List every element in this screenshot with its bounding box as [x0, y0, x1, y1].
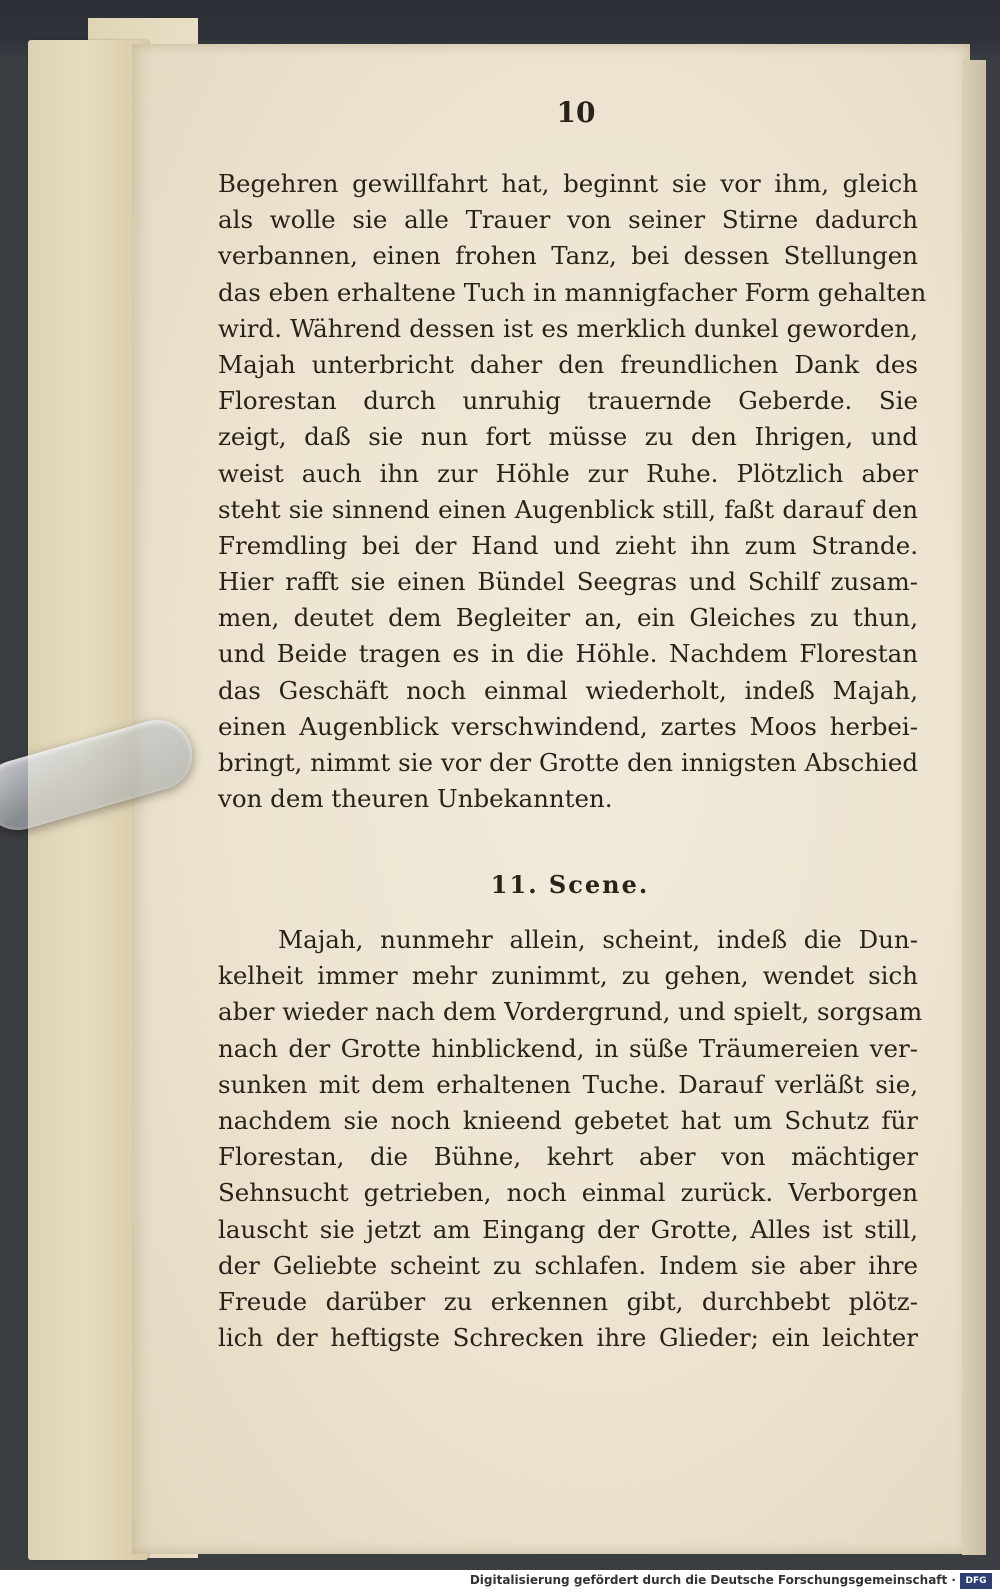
- text-line: Hier rafft sie einen Bündel Seegras und Schilf zusam-: [218, 567, 918, 597]
- text-line: und Beide tragen es in die Höhle. Nachdem Florestan: [218, 639, 918, 669]
- text-line: lich der heftigste Schrecken ihre Glieder; ein leichter: [218, 1323, 918, 1353]
- page-number: 10: [556, 96, 596, 129]
- text-line: Florestan, die Bühne, kehrt aber von mächtiger: [218, 1142, 918, 1172]
- text-line: der Geliebte scheint zu schlafen. Indem sie aber ihre: [218, 1250, 918, 1280]
- text-line: bringt, nimmt sie vor der Grotte den innigsten Abschied: [218, 748, 918, 777]
- text-line: einen Augenblick verschwindend, zartes Moos herbei-: [218, 711, 918, 741]
- text-line: aber wieder nach dem Vordergrund, und spielt, sorgsam: [218, 997, 923, 1027]
- text-line: Freude darüber zu erkennen gibt, durchbebt plötz-: [218, 1286, 918, 1316]
- text-line: sunken mit dem erhaltenen Tuche. Darauf verläßt sie,: [218, 1069, 918, 1099]
- footer-bar: [0, 1570, 1000, 1594]
- text-line: Begehren gewillfahrt hat, beginnt sie vor ihm, gleich: [218, 169, 918, 198]
- text-line: verbannen, einen frohen Tanz, bei dessen Stellungen: [218, 241, 918, 271]
- text-line: nach der Grotte hinblickend, in süße Träumereien ver-: [218, 1033, 918, 1063]
- text-line: Sehnsucht getrieben, noch einmal zurück. Verborgen: [218, 1178, 918, 1208]
- text-line: men, deutet dem Begleiter an, ein Gleiches zu thun,: [218, 603, 918, 633]
- text-line: von dem theuren Unbekannten.: [218, 784, 613, 814]
- text-line: das Geschäft noch einmal wiederholt, indeß Majah,: [218, 675, 918, 705]
- text-line: Fremdling bei der Hand und zieht ihn zum Strande.: [218, 530, 918, 560]
- text-line: als wolle sie alle Trauer von seiner Stirne dadurch: [218, 205, 918, 235]
- digitization-credit: Digitalisierung gefördert durch die Deutsche Forschungsgemeinschaft ·: [469, 1573, 956, 1587]
- text-line: kelheit immer mehr zunimmt, zu gehen, wendet sich: [218, 961, 918, 991]
- text-line: lauscht sie jetzt am Eingang der Grotte, Alles ist still,: [218, 1214, 918, 1244]
- text-line: das eben erhaltene Tuch in mannigfacher Form gehalten: [218, 277, 927, 307]
- text-line: Florestan durch unruhig trauernde Geberde. Sie: [218, 386, 918, 416]
- paragraph-1: [218, 166, 927, 817]
- page-edge: [962, 60, 986, 1555]
- dfg-logo-icon: DFG: [960, 1573, 992, 1589]
- text-line: wird. Während dessen ist es merklich dunkel geworden,: [218, 313, 918, 343]
- scene-heading: 11. Scene.: [490, 870, 650, 899]
- text-line: steht sie sinnend einen Augenblick still, faßt darauf den: [218, 494, 918, 524]
- paragraph-2: [218, 922, 923, 1356]
- text-line: weist auch ihn zur Höhle zur Ruhe. Plötzlich aber: [218, 458, 918, 488]
- text-line: Majah, nunmehr allein, scheint, indeß die Dun-: [278, 925, 918, 954]
- text-line: nachdem sie noch knieend gebetet hat um Schutz für: [218, 1105, 918, 1135]
- text-line: zeigt, daß sie nun fort müsse zu den Ihrigen, und: [218, 422, 918, 452]
- text-line: Majah unterbricht daher den freundlichen Dank des: [218, 349, 918, 379]
